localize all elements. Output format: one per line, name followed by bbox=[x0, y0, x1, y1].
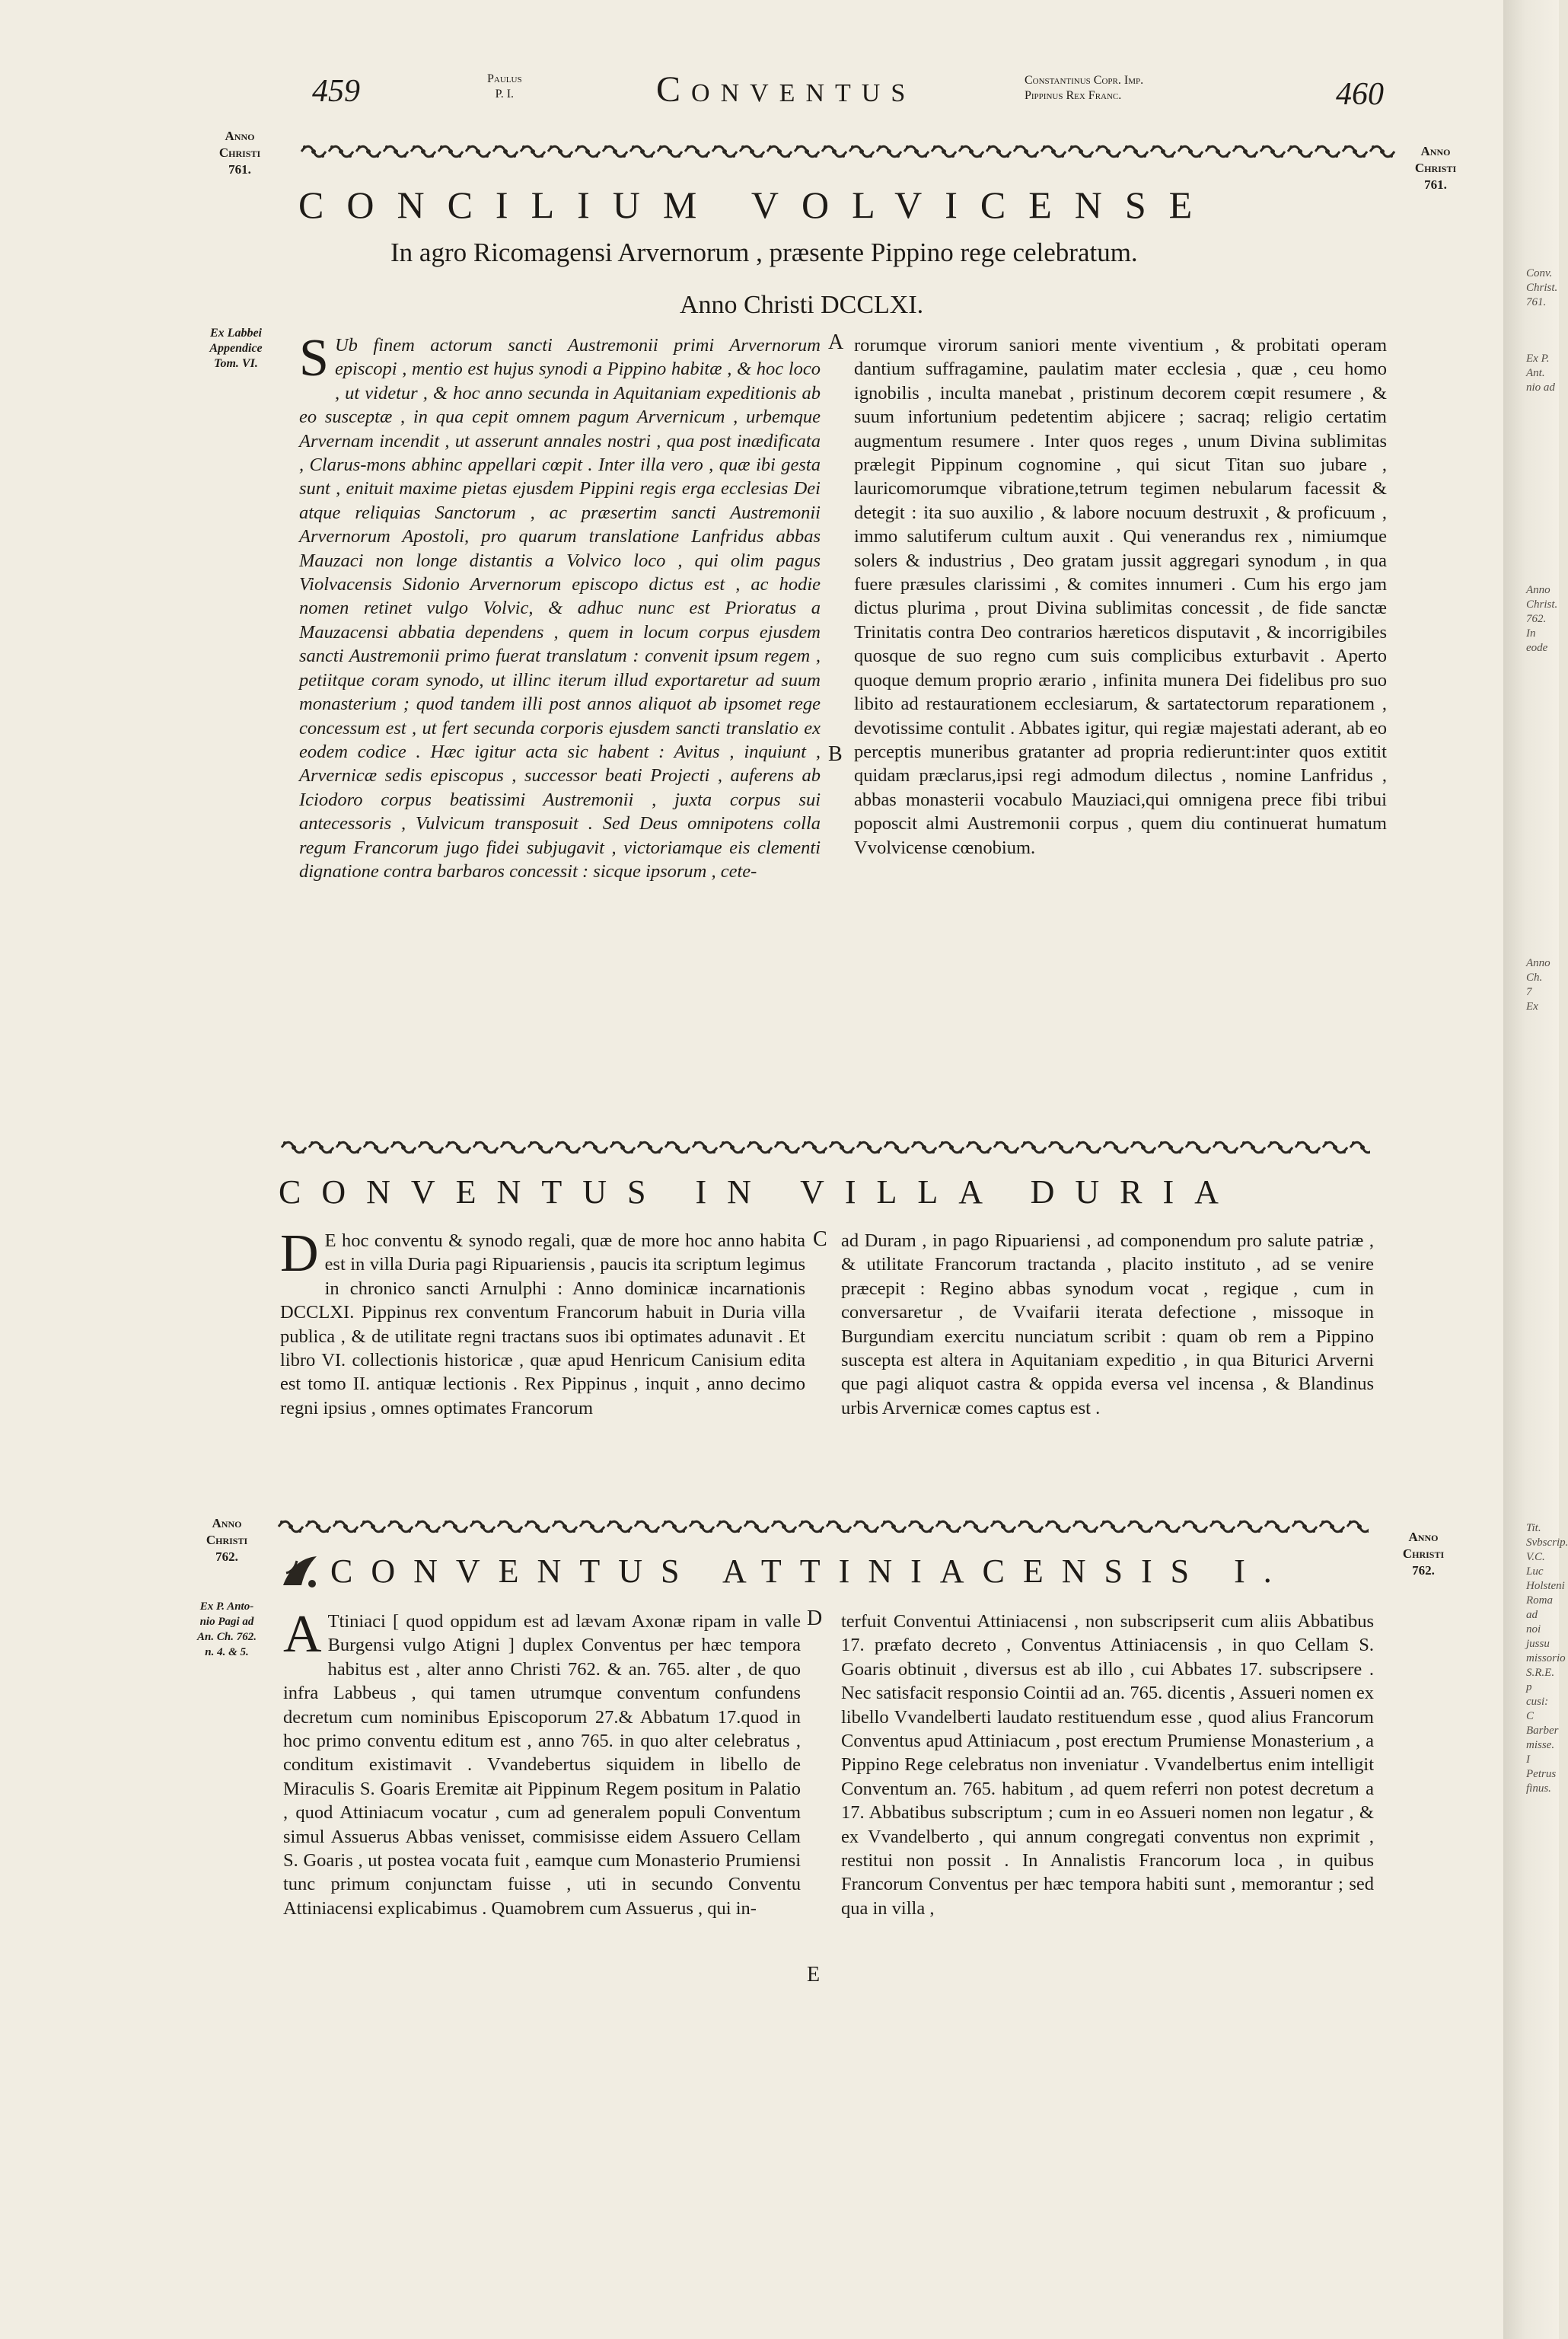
attiniacensis-left-column bbox=[283, 1605, 801, 2121]
emperor-heading: Constantinus Copr. Imp. Pippinus Rex Franc. bbox=[1025, 74, 1144, 102]
fleuron-icon bbox=[279, 1550, 321, 1593]
section-marker-c: C bbox=[813, 1227, 827, 1251]
duria-title: CONVENTUS IN VILLA DURIA bbox=[279, 1173, 1239, 1211]
dropcap-d: D bbox=[280, 1224, 319, 1283]
attiniacensis-title: CONVENTUS ATTINIACENSIS I. bbox=[330, 1552, 1290, 1590]
margin-anno-761-left: Anno Christi 761. bbox=[218, 129, 261, 177]
page-number-right: 460 bbox=[1336, 77, 1384, 112]
ornamental-rule bbox=[300, 143, 1396, 160]
attiniacensis-right-text: terfuit Conventui Attiniacensi , non subscripserit cum aliis Abbatibus 17. præfato decreto , Conventus Attiniacensis , in quo Cellam S. Goaris obtinuit , diversus est ab illo , cui Abbates 17. subscripsere . Nec satisfacit responsio Cointii ad an. 765. dicentis , Assueri nomen ex libello Vvandelberti laudato restituendum esse , quod alius Francorum Conventus apud Attiniacum , post erectum Prumiense Monasterium , a Pippino Rege celebratus non inveniatur . Vvandelbertus enim intelligit Conventum an. 765. habitum , ad quem referri non potest decretum a 17. Abbatibus subscriptum ; cum in eo Assueri nomen non legatur , & ex Vvandelberto , qui annum congregati conventus non exprimit , restitui non possit . In Annalistis Francorum loca , in quibus Francorum Conventus per hæc tempora habiti sunt , memorantur ; sed qua in villa , bbox=[841, 1611, 1374, 1919]
dropcap-a: A bbox=[283, 1605, 322, 1664]
page-number-left: 459 bbox=[312, 74, 360, 109]
section-marker-d: D bbox=[807, 1607, 823, 1630]
gutter-note: Conv. Christ. 761. bbox=[1526, 267, 1558, 308]
attiniacensis-left-text: Ttiniaci [ quod oppidum est ad lævam Axonæ ripam in valle Burgensi vulgo Atigni ] duplex Conventus per hæc tempora habitus est , alter anno Christi 762. & an. 765. alter , de quo infra Labbeus , qui tamen utrumque conventum confundens decretum cum nominibus Episcoporum 27.& Abbatum 17.quod in hoc primo conventu editum est , anno 765. in quo alter celebratus , conditum existimavit . Vvandebertus siquidem in libello de Miraculis S. Goaris Eremitæ ait Pippinum Regem positum in Palatio , quod Attiniacum vocatur , cum ad generalem populi Conventum simul Assuerus Abbas venisset, commisisse eidem Assuero Cellam S. Goaris , ut postea vocata fuit , eamque cum Monasterio Prumiensi tunc primum conjunctam fuisse , uti in secundo Conventu Attiniacensi explicabimus . Quamobrem cum Assuerus , qui in- bbox=[283, 1611, 801, 1919]
section-marker-b: B bbox=[828, 742, 843, 766]
gutter-note: Ex P. Ant. nio ad bbox=[1526, 353, 1555, 394]
duria-right-column bbox=[841, 1229, 1374, 1500]
margin-anno-761-right: Anno Christi 761. bbox=[1414, 144, 1457, 192]
dropcap-s: S bbox=[299, 329, 329, 388]
concilium-left-text: Ub finem actorum sancti Austremonii primi Arvernorum episcopi , mentio est hujus synodi a Pippino habitæ , & hoc loco , ut videtur , & hoc anno secunda in Aquitaniam expeditionis ab eo susceptæ , in qua cepit omnem pagum Arvernicum , urbemque Arvernam incendit , ut asserunt annales nostri , qua post inædificata , Clarus-mons abhinc appellari cœpit . Inter illa vero , quæ ibi gesta sunt , enituit maxime pietas ejusdem Pippini regis erga ecclesias Dei atque reliquias Sanctorum , ac præsertim sancti Austremonii Arvernorum Apostoli, pro quarum translatione Lanfridus abbas Mauzaci non longe distantis a Volvico loco , qui olim pagus Violvacensis Sidonio Arvernorum episcopo dictus est , ac hodie nomen retinet vulgo Volvic, & adhuc nunc est Prioratus a Mauzacensi abbatia dependens , quem in locum corpus ejusdem sancti Austremonii primo fuerat translatum : convenit ipsum regem , petiitque coram synodo, ut illinc iterum illud exportaretur ad suum monasterium ; quod tandem illi post annos aliquot ab ipsomet rege concessum est , ut fert secunda corporis ejusdem sancti translatio ex eodem codice . Hæc igitur acta sic habent : Avitus , inquiunt , Arvernicæ sedis episcopus , successor beati Projecti , auferens ab Iciodoro corpus beatissimi Austremonii , juxta corpus sui antecessoris , Vulvicum transposuit . Sed Deus omnipotens colla regum Francorum jugo fidei subjugavit , victoriamque eis clementi dignatione contra barbaros concessit : sicque ipsorum , cete- bbox=[299, 335, 821, 882]
margin-source-labbei: Ex Labbei Appendice Tom. VI. bbox=[209, 327, 263, 370]
gutter-note: Anno Ch. 7 Ex bbox=[1526, 957, 1550, 1013]
concilium-right-column bbox=[854, 333, 1387, 1116]
pope-heading: Paulus P. I. bbox=[487, 72, 522, 101]
concilium-title: CONCILIUM VOLVICENSE bbox=[298, 183, 1216, 226]
section-marker-a: A bbox=[828, 330, 844, 354]
ornamental-rule bbox=[277, 1518, 1369, 1535]
concilium-left-column bbox=[299, 329, 821, 1116]
margin-anno-762-right: Anno Christi 762. bbox=[1402, 1530, 1445, 1578]
section-marker-e: E bbox=[807, 1963, 821, 1986]
gutter-note: Anno Christ. 762. In eode bbox=[1526, 584, 1558, 654]
concilium-subtitle: In agro Ricomagensi Arvernorum , præsente Pippino rege celebratum. bbox=[390, 238, 1138, 267]
concilium-right-text: rorumque virorum saniori mente viventium , & probitati operam dantium suffragamine, paulatim mater ecclesia , quæ , ceu homo ignobilis , inculta manebat , pristinum decorem cœpit resumere , & suum infortunium pedetentim abjicere ; sacraq; religio certatim augmentum resumere . Inter quos reges , unum Divina sublimitas prælegit Pippinum cognomine , qui sicut Titan suo jubare , lauricomorumque vibratione,tetrum tegimen nebularum facessit & detegit : ita suo auxilio , & labore nocuum destruxit , & proficuum , immo salutiferum cultum auxit . Qui venerandus rex , nimiumque solers & industrius , Deo gratam jussit aggregari synodum , in qua fuere præsules clarissimi , & comites innumeri . Cum his ergo jam dictus plurima , prout Divina sublimitas concessit , de fide sanctæ Trinitatis contra Deo contrarios hæreticos disputavit , & incorrigibiles quosque de suo regno cum suis complicibus exturbavit . Aperto quoque demum proprio ærario , infinita munera Dei fidelibus pro suo libito ad restaurationem ecclesiarum, & sartatectorum reparationem , devotissime contulit . Abbates igitur, qui regiæ majestati aderant, ab eo perceptis muneribus gratanter ad propria redierunt:inter quos extitit quidam præclarus,ipsi regi admodum dilectus , nomine Lanfridus , abbas monasterii vocabulo Mauziaci,qui omnigena prece fibi tribui poposcit almi Austremonii corpus , quem diu continuerat humatum Vvolvicense cœnobium. bbox=[854, 335, 1387, 858]
concilium-year: Anno Christi DCCLXI. bbox=[680, 291, 924, 319]
duria-left-column bbox=[280, 1224, 805, 1500]
duria-left-text: E hoc conventu & synodo regali, quæ de more hoc anno habita est in villa Duria pagi Ripuariensis , paucis ita scriptum legimus in chronico sancti Arnulphi : Anno dominicæ incarnationis DCCLXI. Pippinus rex conventum Francorum habuit in Duria villa publica , & de utilitate regni tractans suos ibi optimates adunavit . Et libro VI. collectionis historicæ , quæ apud Henricum Canisium edita est tomo II. antiquæ lectionis . Rex Pippinus , inquit , anno decimo regni ipsius , omnes optimates Francorum bbox=[280, 1230, 805, 1418]
running-title: Conventus bbox=[656, 69, 916, 110]
duria-right-text: ad Duram , in pago Ripuariensi , ad componendum pro salute patriæ , & utilitate Francorum tractanda , placito instituto , ad se venire præcepit : Regino abbas synodum vocat , regique , cum in conversaretur , de Vvaifarii iterata defectione , missoque in Burgundiam exercitu nunciatum scribit : quam ob rem a Pippino suscepta est altera in Aquitaniam expeditio , in qua Biturici Arverni que pagi aliquot castra & oppida eversa vel incensa , & Blandinus urbis Arvernicæ comes captus est . bbox=[841, 1230, 1374, 1418]
facing-page-gutter bbox=[1503, 0, 1568, 2339]
gutter-note: Tit. Svbscrip. V.C. Luc Holsteni Roma ad noi jussu missorio S.R.E. p cusi: C Barber misse. I Petrus finus. bbox=[1526, 1522, 1568, 1795]
ornamental-rule bbox=[280, 1139, 1370, 1156]
attiniacensis-right-column bbox=[841, 1610, 1374, 2121]
margin-source-pagi: Ex P. Anto- nio Pagi ad An. Ch. 762. n. 4. & 5. bbox=[197, 1600, 257, 1658]
margin-anno-762-left: Anno Christi 762. bbox=[206, 1516, 248, 1564]
